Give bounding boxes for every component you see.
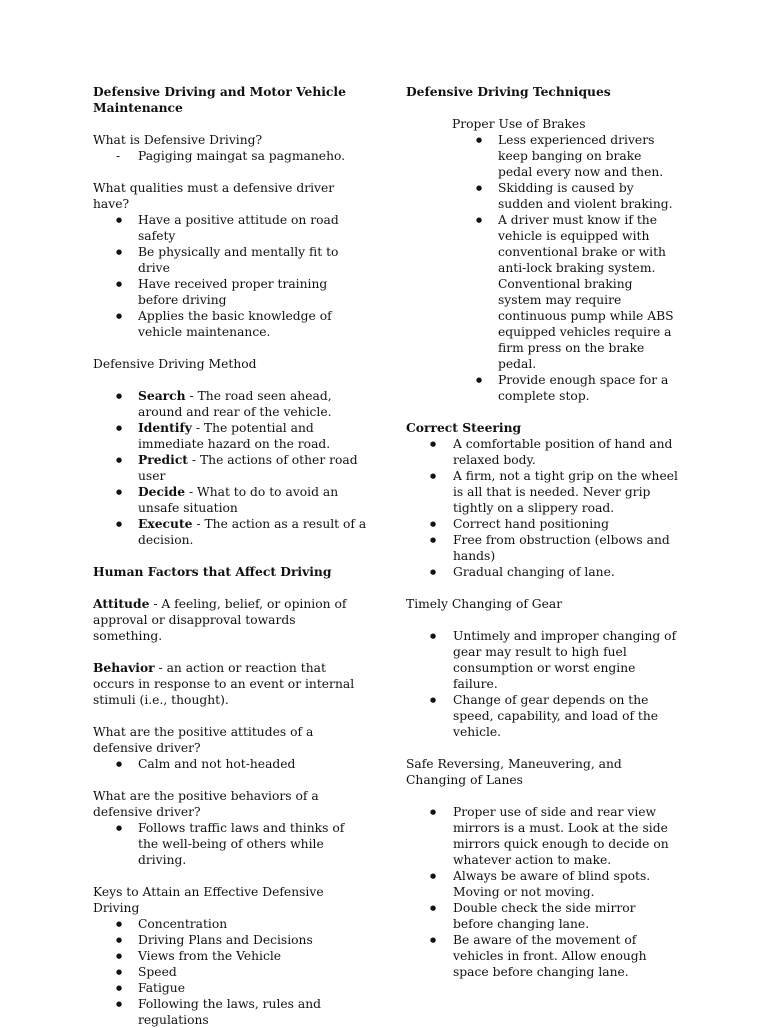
list-item: ● Untimely and improper changing of gear may result to high fuel consumption or worst engine failure. [406,628,678,692]
question-qualities: What qualities must a defensive driver have? [93,181,335,211]
behavior-def: - an action or reaction that occurs in response to an event or internal stimuli (i.e., thought). [93,661,355,707]
method-desc: - What to do to avoid an unsafe situation [138,485,339,515]
keys-list [93,916,368,1028]
attitude-def: - A feeling, belief, or opinion of approval or disapproval towards something. [93,597,347,643]
list-item [93,484,368,516]
list-item: - Pagiging maingat sa pagmaneho. [93,148,368,164]
method-desc: - The potential and immediate hazard on the road. [138,421,331,451]
list-item: ● Calm and not hot-headed [93,756,368,772]
list-item [93,516,368,548]
method-term: Predict [138,452,188,467]
method-heading: Defensive Driving Method [93,357,257,371]
list-item [93,420,368,452]
question-attitudes: What are the positive attitudes of a defensive driver? [93,725,314,755]
list-item: ● Be aware of the movement of vehicles in front. Allow enough space before changing lane. [406,932,678,980]
brakes-heading: Proper Use of Brakes [452,117,586,131]
attitude-term: Attitude [93,596,150,611]
steering-heading: Correct Steering [406,420,522,435]
list-item: ● A driver must know if the vehicle is equipped with conventional brake or with anti-lock braking system. Conventional braking system may require continuous pump while ABS equipped vehicles require a firm press on the brake pedal. [406,212,678,372]
list-item: ● Driving Plans and Decisions [93,932,368,948]
right-title: Defensive Driving Techniques [406,84,611,99]
list-item: ● Concentration [93,916,368,932]
list-item: ● Proper use of side and rear view mirrors is a must. Look at the side mirrors quick enough to decide on whatever action to make. [406,804,678,868]
list-item: ● Views from the Vehicle [93,948,368,964]
left-column [93,84,368,1028]
behaviors-list [93,820,368,868]
list-item: ● Correct hand positioning [406,516,678,532]
what-is-answer-list [93,148,368,164]
methods-list [93,388,368,548]
list-item: ● Change of gear depends on the speed, capability, and load of the vehicle. [406,692,678,740]
gear-heading: Timely Changing of Gear [406,597,563,611]
list-item [93,388,368,420]
left-title: Defensive Driving and Motor Vehicle Maintenance [93,84,346,115]
list-item: ● Provide enough space for a complete stop. [406,372,678,404]
method-term: Identify [138,420,192,435]
question-behaviors: What are the positive behaviors of a defensive driver? [93,789,319,819]
method-desc: - The road seen ahead, around and rear of the vehicle. [138,389,332,419]
list-item: ● Double check the side mirror before changing lane. [406,900,678,932]
list-item: ● Following the laws, rules and regulations [93,996,368,1028]
brakes-list [406,132,678,404]
method-desc: - The actions of other road user [138,453,358,483]
list-item: ● Be physically and mentally fit to drive [93,244,368,276]
steering-list [406,436,678,580]
reversing-list [406,804,678,980]
behavior-definition [93,660,368,708]
list-item: ● Always be aware of blind spots. Moving or not moving. [406,868,678,900]
behavior-term: Behavior [93,660,155,675]
method-term: Search [138,388,186,403]
list-item: ● A firm, not a tight grip on the wheel is all that is needed. Never grip tightly on a slippery road. [406,468,678,516]
list-item: ● Speed [93,964,368,980]
list-item: ● Fatigue [93,980,368,996]
list-item: ● Gradual changing of lane. [406,564,678,580]
method-desc: - The action as a result of a decision. [138,517,367,547]
keys-heading: Keys to Attain an Effective Defensive Driving [93,885,324,915]
attitudes-list [93,756,368,772]
right-column [406,84,678,980]
method-term: Execute [138,516,193,531]
list-item: ● Have received proper training before driving [93,276,368,308]
method-term: Decide [138,484,186,499]
reversing-heading: Safe Reversing, Maneuvering, and Changing of Lanes [406,757,622,787]
list-item [93,452,368,484]
attitude-definition [93,596,368,644]
list-item: ● Follows traffic laws and thinks of the well-being of others while driving. [93,820,368,868]
list-item: ● Skidding is caused by sudden and violent braking. [406,180,678,212]
list-item: ● Free from obstruction (elbows and hands) [406,532,678,564]
list-item: ● Applies the basic knowledge of vehicle maintenance. [93,308,368,340]
list-item: ● Have a positive attitude on road safety [93,212,368,244]
question-what-is: What is Defensive Driving? [93,133,263,147]
gear-list [406,628,678,740]
list-item: ● Less experienced drivers keep banging on brake pedal every now and then. [406,132,678,180]
list-item: ● A comfortable position of hand and relaxed body. [406,436,678,468]
qualities-list [93,212,368,340]
human-factors-heading: Human Factors that Affect Driving [93,564,332,579]
